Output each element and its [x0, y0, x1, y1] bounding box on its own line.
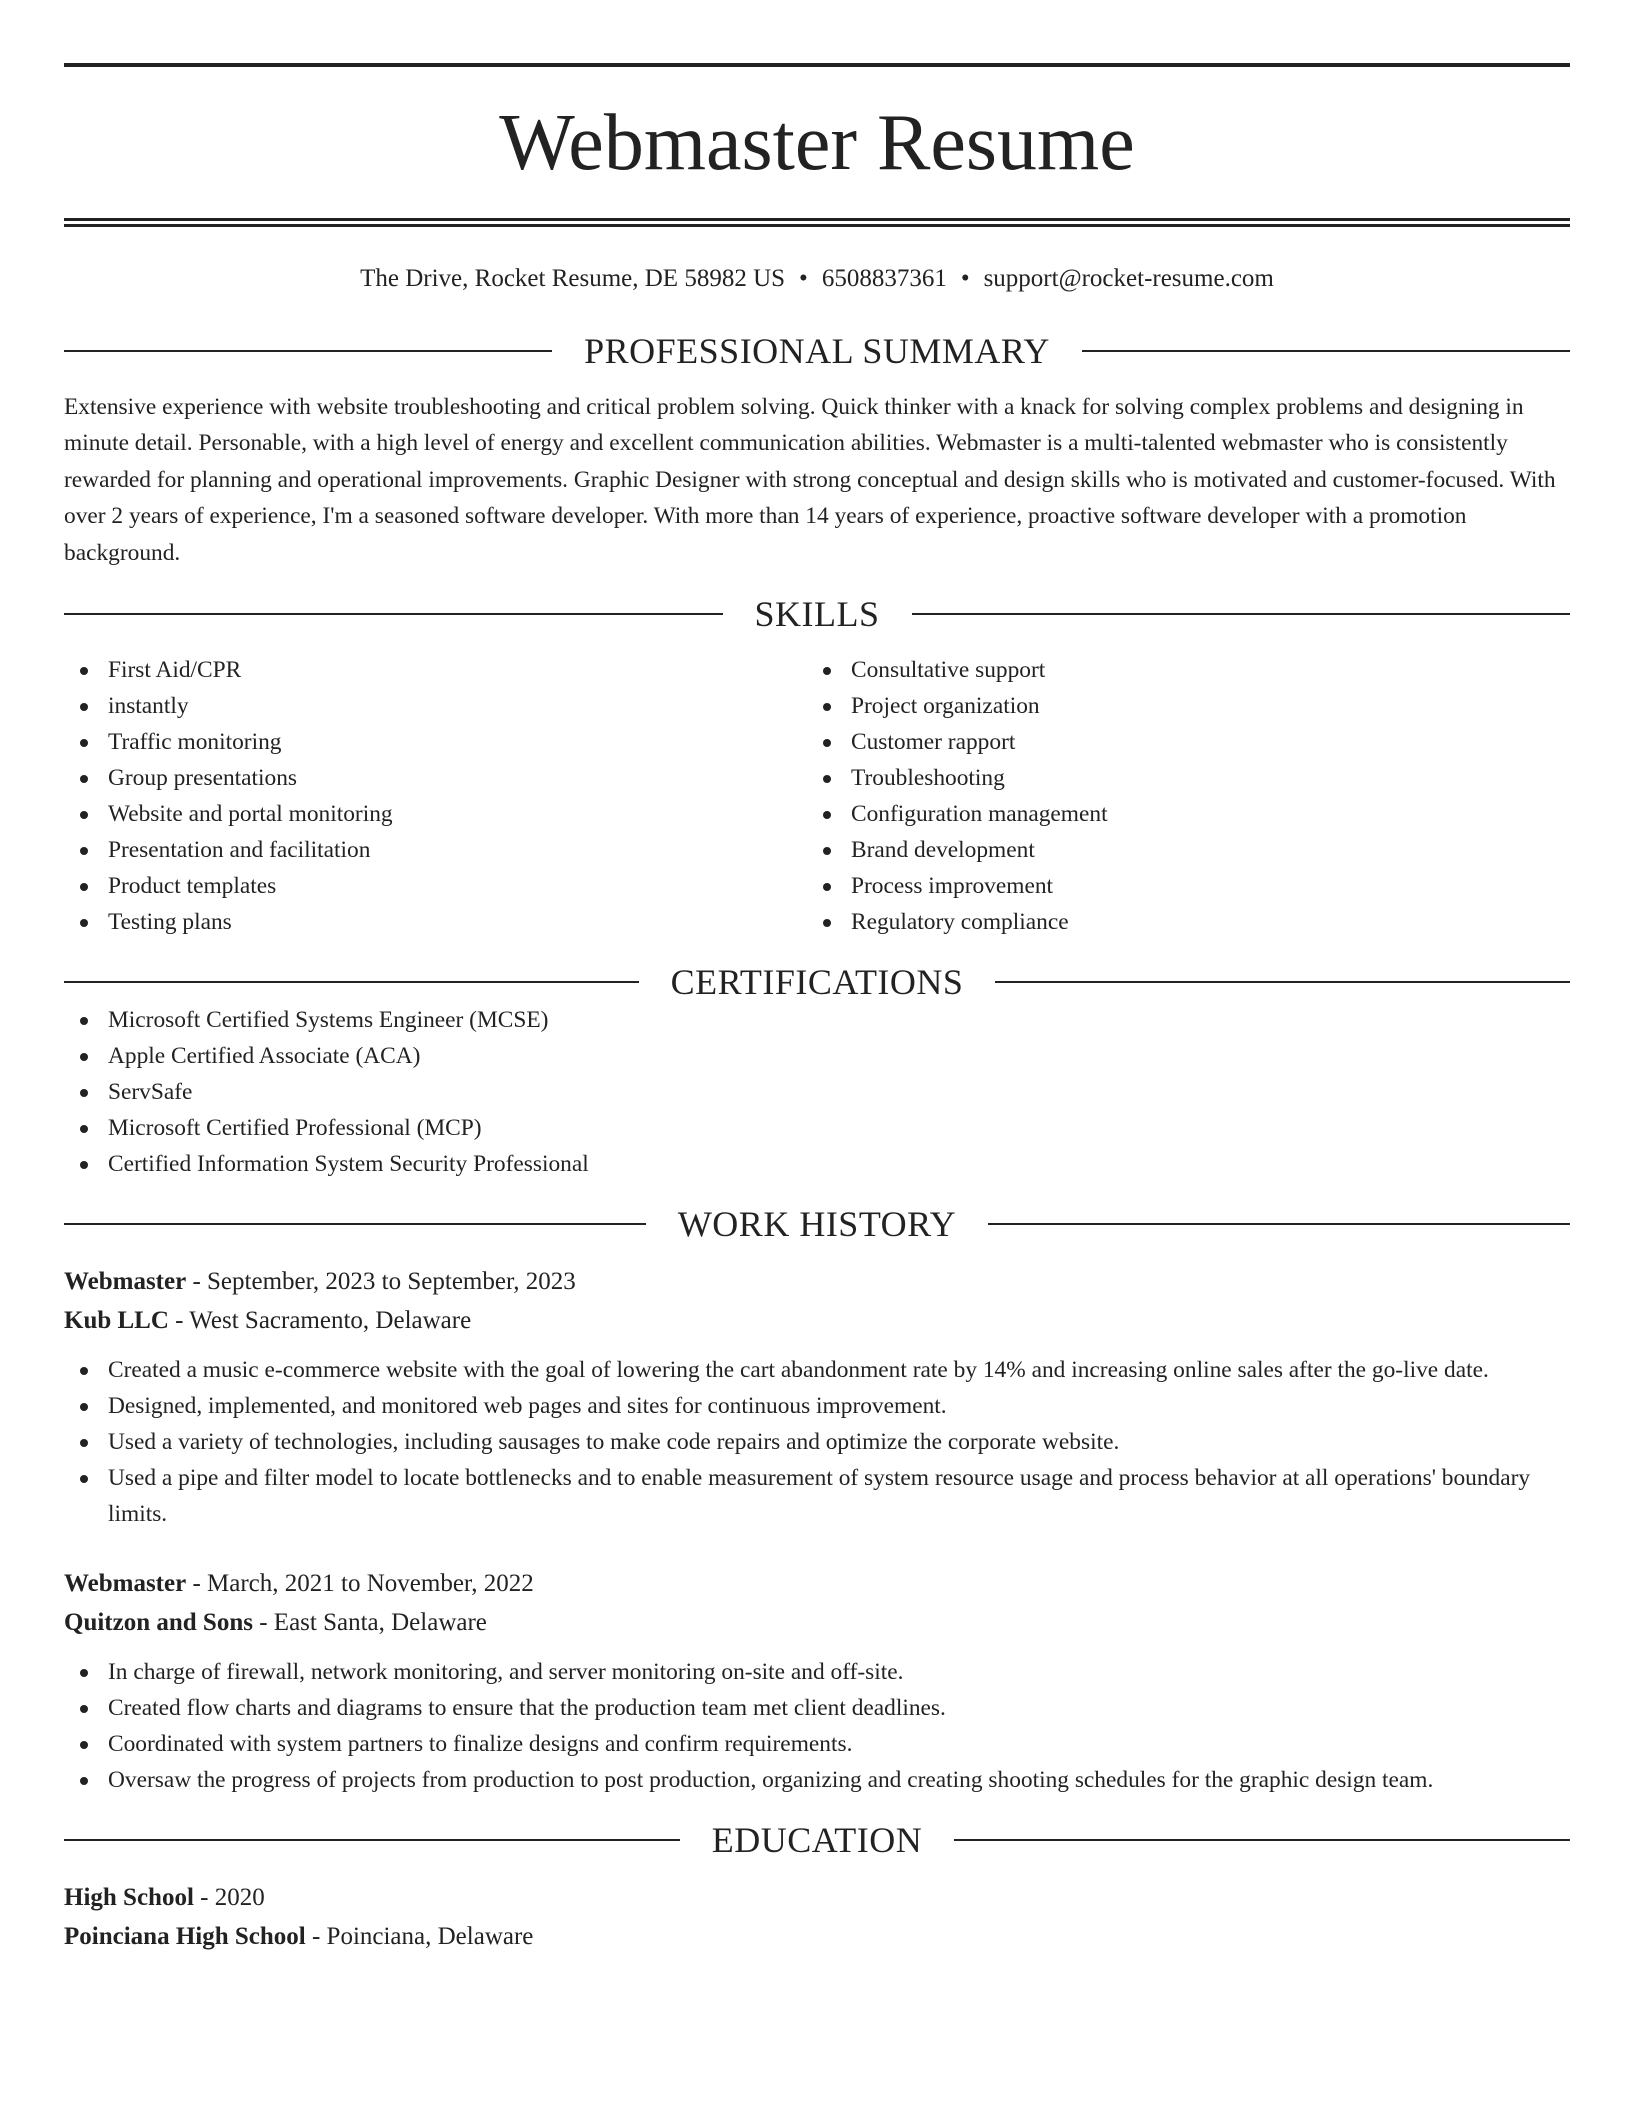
- education-year: - 2020: [193, 1884, 265, 1912]
- education-school-line: [64, 1917, 1570, 1956]
- section-rule: [912, 613, 1571, 615]
- skill-item: First Aid/CPR: [64, 652, 807, 688]
- contact-separator: •: [960, 265, 970, 292]
- skill-item: Regulatory compliance: [807, 904, 1550, 940]
- job-entry: [64, 1262, 1570, 1532]
- job-bullet: In charge of firewall, network monitoring, and server monitoring on-site and off-site.: [64, 1654, 1570, 1690]
- section-rule: [1082, 350, 1570, 352]
- skill-item: Product templates: [64, 868, 807, 904]
- job-title: Webmaster: [64, 1268, 187, 1296]
- job-bullet: Oversaw the progress of projects from production to post production, organizing and creating shooting schedules for the graphic design team.: [64, 1762, 1570, 1798]
- education-entry: [64, 1878, 1570, 1956]
- skill-item: Brand development: [807, 832, 1550, 868]
- contact-line: [64, 261, 1570, 297]
- skill-item: Traffic monitoring: [64, 724, 807, 760]
- certification-item: Apple Certified Associate (ACA): [64, 1038, 1570, 1074]
- certification-item: ServSafe: [64, 1074, 1570, 1110]
- top-rule: [64, 63, 1570, 67]
- job-company: Quitzon and Sons: [64, 1609, 253, 1637]
- job-bullet: Designed, implemented, and monitored web pages and sites for continuous improvement.: [64, 1388, 1570, 1424]
- section-title: EDUCATION: [711, 1820, 923, 1861]
- section-header-education: [64, 1820, 1570, 1860]
- section-title: WORK HISTORY: [677, 1204, 957, 1245]
- section-title: PROFESSIONAL SUMMARY: [584, 331, 1050, 371]
- section-rule: [64, 981, 639, 983]
- skills-column-right: [807, 652, 1550, 940]
- job-location: - West Sacramento, Delaware: [168, 1307, 472, 1335]
- certification-item: Microsoft Certified Professional (MCP): [64, 1110, 1570, 1146]
- section-rule: [64, 350, 552, 352]
- skill-item: Consultative support: [807, 652, 1550, 688]
- job-title-line: [64, 1262, 1570, 1301]
- job-title-line: [64, 1564, 1570, 1603]
- section-rule: [954, 1839, 1570, 1841]
- title-double-rule: [64, 218, 1570, 227]
- skill-item: Troubleshooting: [807, 760, 1550, 796]
- job-bullet: Created a music e-commerce website with the goal of lowering the cart abandonment rate by 14% and increasing online sales after the go-live date.: [64, 1352, 1570, 1388]
- certification-item: Microsoft Certified Systems Engineer (MCSE): [64, 1002, 1570, 1038]
- section-rule: [995, 981, 1570, 983]
- section-rule: [988, 1223, 1570, 1225]
- skill-item: Customer rapport: [807, 724, 1550, 760]
- job-entry: [64, 1564, 1570, 1798]
- job-company-line: [64, 1301, 1570, 1340]
- job-bullet: Coordinated with system partners to finalize designs and confirm requirements.: [64, 1726, 1570, 1762]
- skill-item: Website and portal monitoring: [64, 796, 807, 832]
- section-rule: [64, 1839, 680, 1841]
- resume-page: [64, 0, 1570, 1956]
- skill-item: Group presentations: [64, 760, 807, 796]
- education-location: - Poinciana, Delaware: [305, 1923, 534, 1951]
- job-bullets: [64, 1654, 1570, 1798]
- section-rule: [64, 613, 723, 615]
- job-location: - East Santa, Delaware: [252, 1609, 487, 1637]
- job-title: Webmaster: [64, 1570, 187, 1598]
- section-title: SKILLS: [754, 594, 880, 635]
- job-bullet: Created flow charts and diagrams to ensure that the production team met client deadlines.: [64, 1690, 1570, 1726]
- skill-item: Testing plans: [64, 904, 807, 940]
- skill-item: instantly: [64, 688, 807, 724]
- job-dates: - March, 2021 to November, 2022: [186, 1570, 534, 1598]
- certifications-list: [64, 1002, 1570, 1182]
- section-header-certifications: [64, 962, 1570, 1002]
- section-header-work-history: [64, 1204, 1570, 1244]
- skill-item: Project organization: [807, 688, 1550, 724]
- contact-phone: 6508837361: [821, 265, 947, 292]
- contact-separator: •: [799, 265, 808, 292]
- skills-list: [64, 652, 1570, 940]
- skill-item: Presentation and facilitation: [64, 832, 807, 868]
- skill-item: Configuration management: [807, 796, 1550, 832]
- summary-paragraph: Extensive experience with website troubleshooting and critical problem solving. Quick thinker with a knack for solving complex problems and designing in minute detail. Personable, with a high level of energy and excellent communication abilities. Webmaster is a multi-talented webmaster who is consistently rewarded for planning and operational improvements. Graphic Designer with strong conceptual and design skills who is motivated and customer-focused. With over 2 years of experience, I'm a seasoned software developer. With more than 14 years of experience, proactive software developer with a promotion background.: [64, 394, 1556, 566]
- section-header-skills: [64, 594, 1570, 634]
- section-header-summary: [64, 331, 1570, 371]
- job-bullet: Used a variety of technologies, including sausages to make code repairs and optimize the corporate website.: [64, 1424, 1570, 1460]
- education-degree: High School: [64, 1884, 194, 1912]
- job-bullet: Used a pipe and filter model to locate bottlenecks and to enable measurement of system resource usage and process behavior at all operations' boundary limits.: [64, 1460, 1570, 1532]
- job-company-line: [64, 1603, 1570, 1642]
- contact-email: support@rocket-resume.com: [983, 265, 1274, 292]
- job-bullets: [64, 1352, 1570, 1532]
- section-rule: [64, 1223, 646, 1225]
- education-school: Poinciana High School: [64, 1923, 306, 1951]
- page-title: Webmaster Resume: [499, 99, 1135, 187]
- skills-column-left: [64, 652, 807, 940]
- job-company: Kub LLC: [64, 1307, 169, 1335]
- section-title: CERTIFICATIONS: [670, 962, 964, 1003]
- education-degree-line: [64, 1878, 1570, 1917]
- contact-address: The Drive, Rocket Resume, DE 58982 US: [360, 265, 786, 292]
- skill-item: Process improvement: [807, 868, 1550, 904]
- certification-item: Certified Information System Security Professional: [64, 1146, 1570, 1182]
- job-dates: - September, 2023 to September, 2023: [186, 1268, 576, 1296]
